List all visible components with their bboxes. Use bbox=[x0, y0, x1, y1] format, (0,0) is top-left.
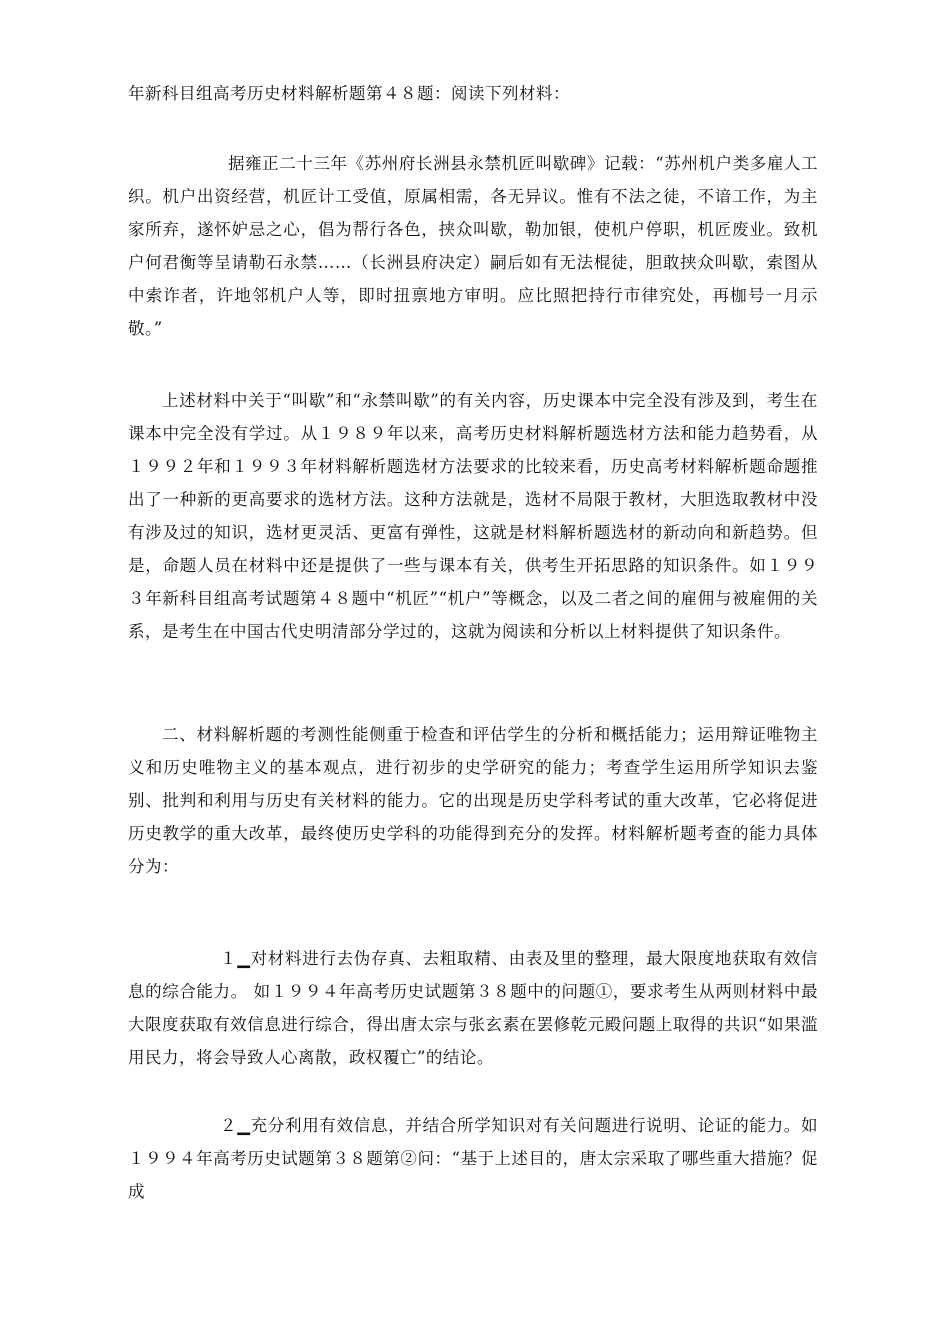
document-heading: 年新科目组高考历史材料解析题第４８题：阅读下列材料： bbox=[128, 84, 570, 103]
section-two-paragraph: 二、材料解析题的考测性能侧重于检查和评估学生的分析和概括能力；运用辩证唯物主义和历史唯物主义的基本观点，进行初步的史学研究的能力；考查学生运用所学知识去鉴别、批判和利用与历史有关材料的能力。它的出现是历史学科考试的重大改革，它必将促进历史教学的重大改革，最终使历史学科的功能得到充分的发挥。材料解析题考查的能力具体分为： bbox=[128, 725, 818, 876]
ability-item-1: １▁对材料进行去伪存真、去粗取精、由表及里的整理，最大限度地获取有效信息的综合能力。 如１９９４年高考历史试题第３８题中的问题①，要求考生从两则材料中最大限度获取有效信息进行综合，得出唐太宗与张玄素在罢修乾元殿问题上取得的共识“如果滥用民力，将会导致人心离散，政权覆亡”的结论。 bbox=[128, 949, 818, 1067]
ability-item-2: ２▁充分利用有效信息，并结合所学知识对有关问题进行说明、论证的能力。如１９９４年高考历史试题第３８题第②问：“基于上述目的，唐太宗采取了哪些重大措施？促成 bbox=[128, 1116, 818, 1201]
analysis-paragraph: 上述材料中关于“叫歇”和“永禁叫歇”的有关内容，历史课本中完全没有涉及到，考生在课本中完全没有学过。从１９８９年以来，高考历史材料解析题选材方法和能力趋势看，从１９９２年和１９９３年材料解析题选材方法要求的比较来看，历史高考材料解析题命题推出了一种新的更高要求的选材方法。这种方法就是，选材不局限于教材，大胆选取教材中没有涉及过的知识，选材更灵活、更富有弹性，这就是材料解析题选材的新动向和新趋势。但是，命题人员在材料中还是提供了一些与课本有关，供考生开拓思路的知识条件。如１９９３年新科目组高考试题第４８题中“机匠”“机户”等概念，以及二者之间的雇佣与被雇佣的关系，是考生在中国古代史明清部分学过的，这就为阅读和分析以上材料提供了知识条件。 bbox=[128, 391, 818, 641]
quoted-material: 据雍正二十三年《苏州府长洲县永禁机匠叫歇碑》记载：“苏州机户类多雇人工织。机户出资经营，机匠计工受值，原属相需，各无异议。惟有不法之徒，不谙工作，为主家所弃，遂怀妒忌之心，倡为帮行各色，挟众叫歇，勒加银，使机户停职，机匠废业。致机户何君衡等呈请勒石永禁……（长洲县府决定）嗣后如有无法棍徒，胆敢挟众叫歇，索图从中索诈者，许地邻机户人等，即时扭禀地方审明。应比照把持行市律究处，再枷号一月示敬。” bbox=[128, 154, 818, 338]
